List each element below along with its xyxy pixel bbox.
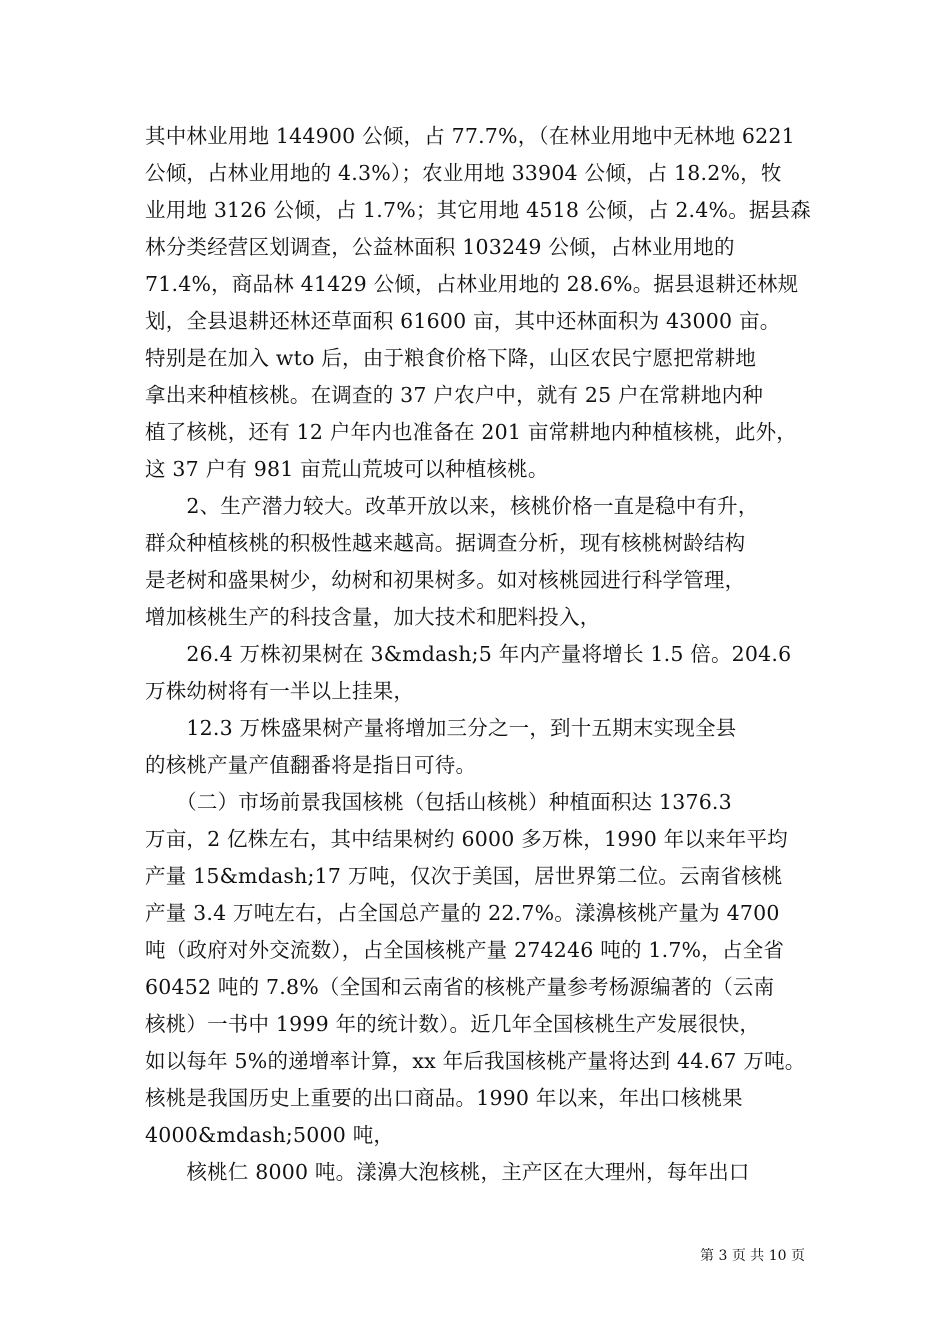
text-line: 产量 15&mdash;17 万吨，仅次于美国，居世界第二位。云南省核桃 bbox=[145, 864, 783, 888]
text-line: 26.4 万株初果树在 3&mdash;5 年内产量将增长 1.5 倍。204.6 bbox=[145, 642, 792, 666]
text-line: 万亩，2 亿株左右，其中结果树约 6000 多万株，1990 年以来年平均 bbox=[145, 827, 788, 851]
text-line: 2、生产潜力较大。改革开放以来，核桃价格一直是稳中有升， bbox=[145, 494, 759, 518]
text-line: 4000&mdash;5000 吨， bbox=[145, 1123, 395, 1147]
text-line: 其中林业用地 144900 公倾，占 77.7%，（在林业用地中无林地 6221 bbox=[145, 124, 795, 148]
text-line: 业用地 3126 公倾，占 1.7%；其它用地 4518 公倾，占 2.4%。据县森 bbox=[145, 198, 812, 222]
text-line: 增加核桃生产的科技含量，加大技术和肥料投入， bbox=[145, 605, 601, 629]
text-line: 群众种植核桃的积极性越来越高。据调查分析，现有核桃树龄结构 bbox=[145, 531, 746, 555]
text-line: 吨（政府对外交流数），占全国核桃产量 274246 吨的 1.7%，占全省 bbox=[145, 938, 785, 962]
text-line: 公倾，占林业用地的 4.3%）；农业用地 33904 公倾，占 18.2%，牧 bbox=[145, 161, 782, 185]
text-line: 是老树和盛果树少，幼树和初果树多。如对核桃园进行科学管理， bbox=[145, 568, 746, 592]
text-line: 如以每年 5%的递增率计算，xx 年后我国核桃产量将达到 44.67 万吨。 bbox=[145, 1049, 806, 1073]
text-line: 林分类经营区划调查，公益林面积 103249 公倾，占林业用地的 bbox=[145, 235, 735, 259]
page-number-footer: 第 3 页 共 10 页 bbox=[700, 1248, 805, 1264]
text-line: 产量 3.4 万吨左右，占全国总产量的 22.7%。漾濞核桃产量为 4700 bbox=[145, 901, 780, 925]
text-line: 71.4%，商品林 41429 公倾，占林业用地的 28.6%。据县退耕还林规 bbox=[145, 272, 799, 296]
text-line: 的核桃产量产值翻番将是指日可待。 bbox=[145, 753, 477, 777]
text-line: 植了核桃，还有 12 户年内也准备在 201 亩常耕地内种植核桃，此外， bbox=[145, 420, 797, 444]
text-line: 这 37 户有 981 亩荒山荒坡可以种植核桃。 bbox=[145, 457, 549, 481]
text-line: 划，全县退耕还林还草面积 61600 亩，其中还林面积为 43000 亩。 bbox=[145, 309, 781, 333]
text-line: 60452 吨的 7.8%（全国和云南省的核桃产量参考杨源编著的（云南 bbox=[145, 975, 775, 999]
text-line: 特别是在加入 wto 后，由于粮食价格下降，山区农民宁愿把常耕地 bbox=[145, 346, 757, 370]
text-line: 拿出来种植核桃。在调查的 37 户农户中，就有 25 户在常耕地内种 bbox=[145, 383, 764, 407]
text-line: 核桃仁 8000 吨。漾濞大泡核桃，主产区在大理州，每年出口 bbox=[145, 1160, 750, 1184]
text-line: 核桃）一书中 1999 年的统计数）。近几年全国核桃生产发展很快， bbox=[145, 1012, 761, 1036]
text-line: 万株幼树将有一半以上挂果， bbox=[145, 679, 415, 703]
text-line: 核桃是我国历史上重要的出口商品。1990 年以来，年出口核桃果 bbox=[145, 1086, 743, 1110]
text-line: （二）市场前景我国核桃（包括山核桃）种植面积达 1376.3 bbox=[145, 790, 732, 814]
text-line: 12.3 万株盛果树产量将增加三分之一，到十五期末实现全县 bbox=[145, 716, 737, 740]
body-text bbox=[145, 118, 825, 1191]
